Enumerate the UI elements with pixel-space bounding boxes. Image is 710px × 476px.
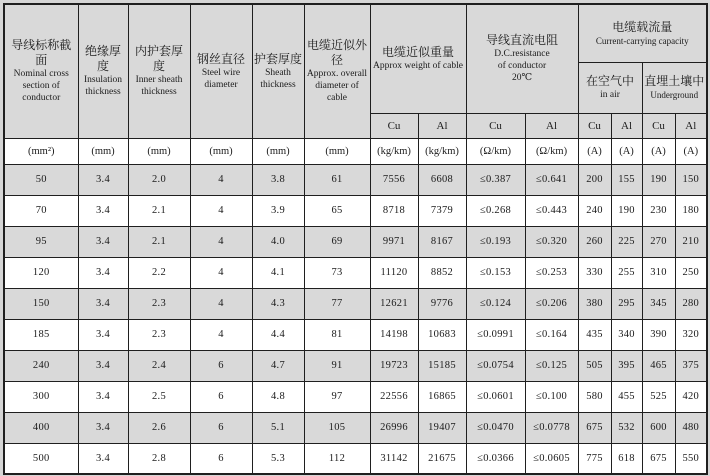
table-cell: 480 xyxy=(675,412,707,443)
table-cell: 4 xyxy=(190,257,252,288)
table-row xyxy=(4,319,707,350)
table-cell: 2.4 xyxy=(128,350,190,381)
unit-mm: (mm) xyxy=(190,138,252,164)
table-row xyxy=(4,257,707,288)
table-cell: 61 xyxy=(304,164,370,195)
table-cell: 255 xyxy=(611,257,642,288)
table-cell: 120 xyxy=(4,257,78,288)
table-cell: 4.7 xyxy=(252,350,304,381)
table-cell: ≤0.153 xyxy=(466,257,525,288)
subheader-weight-al: Al xyxy=(418,113,466,138)
subheader-resistance-cu: Cu xyxy=(466,113,525,138)
table-row xyxy=(4,226,707,257)
table-cell: ≤0.0754 xyxy=(466,350,525,381)
unit-mm: (mm) xyxy=(128,138,190,164)
header-capacity-en: Current-carrying capacity xyxy=(595,35,689,46)
table-row xyxy=(4,350,707,381)
table-cell: 155 xyxy=(611,164,642,195)
table-cell: ≤0.641 xyxy=(525,164,578,195)
table-cell: 105 xyxy=(304,412,370,443)
table-row xyxy=(4,412,707,443)
header-overall-diameter-en: Approx. overall diameter of cable xyxy=(306,69,368,104)
table-cell: 295 xyxy=(611,288,642,319)
table-row xyxy=(4,381,707,412)
table-cell: ≤0.0366 xyxy=(466,443,525,474)
header-underground xyxy=(642,62,707,113)
header-resistance-temp: 20℃ xyxy=(511,73,533,84)
cable-spec-table xyxy=(3,3,708,475)
table-cell: 4 xyxy=(190,164,252,195)
table-cell: 4.4 xyxy=(252,319,304,350)
table-cell: ≤0.0605 xyxy=(525,443,578,474)
table-cell: 8718 xyxy=(370,195,418,226)
table-cell: 95 xyxy=(4,226,78,257)
table-cell: 455 xyxy=(611,381,642,412)
header-steel-wire-zh: 钢丝直径 xyxy=(196,51,245,66)
header-in-air-zh: 在空气中 xyxy=(586,74,635,88)
header-in-air-en: in air xyxy=(600,90,620,100)
subheader-underground-cu: Cu xyxy=(642,113,675,138)
header-steel-wire-en: Steel wire diameter xyxy=(201,67,241,90)
table-cell: 5.3 xyxy=(252,443,304,474)
table-cell: 420 xyxy=(675,381,707,412)
table-cell: 19723 xyxy=(370,350,418,381)
table-cell: 7379 xyxy=(418,195,466,226)
table-cell: 190 xyxy=(611,195,642,226)
table-cell: 31142 xyxy=(370,443,418,474)
header-overall-diameter-zh: 电缆近似外径 xyxy=(306,38,367,68)
table-cell: 14198 xyxy=(370,319,418,350)
unit-a: (A) xyxy=(642,138,675,164)
table-cell: 300 xyxy=(4,381,78,412)
unit-kg-km: (kg/km) xyxy=(370,138,418,164)
header-current-carrying-capacity xyxy=(578,4,707,62)
table-cell: 150 xyxy=(675,164,707,195)
table-cell: 600 xyxy=(642,412,675,443)
table-cell: 50 xyxy=(4,164,78,195)
table-cell: 70 xyxy=(4,195,78,226)
table-cell: 3.4 xyxy=(78,443,128,474)
table-cell: 81 xyxy=(304,319,370,350)
header-approx-weight xyxy=(370,4,466,113)
header-in-air xyxy=(578,62,642,113)
table-cell: 3.9 xyxy=(252,195,304,226)
table-cell: 270 xyxy=(642,226,675,257)
table-cell: ≤0.0778 xyxy=(525,412,578,443)
table-cell: 310 xyxy=(642,257,675,288)
unit-kg-km: (kg/km) xyxy=(418,138,466,164)
header-resistance-en-line2: of conductor xyxy=(497,61,547,72)
table-cell: 4.8 xyxy=(252,381,304,412)
table-cell: 500 xyxy=(4,443,78,474)
table-cell: 9776 xyxy=(418,288,466,319)
table-cell: 11120 xyxy=(370,257,418,288)
table-cell: ≤0.124 xyxy=(466,288,525,319)
table-cell: 340 xyxy=(611,319,642,350)
table-cell: 260 xyxy=(578,226,611,257)
units-row xyxy=(4,138,707,164)
table-cell: 200 xyxy=(578,164,611,195)
table-cell: 375 xyxy=(675,350,707,381)
table-cell: 21675 xyxy=(418,443,466,474)
table-cell: ≤0.100 xyxy=(525,381,578,412)
table-cell: 330 xyxy=(578,257,611,288)
header-resistance-zh: 导线直流电阻 xyxy=(486,33,559,48)
header-weight-en: Approx weight of cable xyxy=(373,61,463,72)
table-cell: 12621 xyxy=(370,288,418,319)
table-cell: 4.0 xyxy=(252,226,304,257)
table-cell: 150 xyxy=(4,288,78,319)
table-cell: 8852 xyxy=(418,257,466,288)
table-cell: 7556 xyxy=(370,164,418,195)
header-dc-resistance xyxy=(466,4,578,113)
header-weight-zh: 电缆近似重量 xyxy=(381,45,454,60)
table-cell: 6 xyxy=(190,381,252,412)
header-inner-sheath-thickness xyxy=(128,4,190,138)
header-sheath-zh: 护套厚度 xyxy=(253,51,302,66)
table-cell: ≤0.268 xyxy=(466,195,525,226)
unit-a: (A) xyxy=(611,138,642,164)
table-cell: 3.4 xyxy=(78,195,128,226)
table-cell: ≤0.320 xyxy=(525,226,578,257)
table-cell: 10683 xyxy=(418,319,466,350)
table-cell: 4.1 xyxy=(252,257,304,288)
header-resistance-en-line1: D.C.resistance xyxy=(494,49,550,60)
header-nominal-cross-section xyxy=(4,4,78,138)
table-cell: 2.0 xyxy=(128,164,190,195)
unit-a: (A) xyxy=(675,138,707,164)
table-cell: 4 xyxy=(190,288,252,319)
table-cell: 4.3 xyxy=(252,288,304,319)
table-cell: 3.4 xyxy=(78,412,128,443)
header-insulation-zh: 绝缘厚度 xyxy=(84,44,121,74)
table-cell: 2.3 xyxy=(128,288,190,319)
header-insulation-en: Insulation thickness xyxy=(84,75,122,98)
table-cell: 3.4 xyxy=(78,164,128,195)
table-cell: 465 xyxy=(642,350,675,381)
header-insulation-thickness xyxy=(78,4,128,138)
subheader-weight-cu: Cu xyxy=(370,113,418,138)
header-inner-sheath-en: Inner sheath thickness xyxy=(135,75,183,98)
table-cell: 2.8 xyxy=(128,443,190,474)
table-body xyxy=(4,164,707,474)
unit-mm: (mm) xyxy=(252,138,304,164)
unit-a: (A) xyxy=(578,138,611,164)
table-cell: 3.4 xyxy=(78,381,128,412)
header-overall-diameter xyxy=(304,4,370,138)
table-cell: 3.4 xyxy=(78,226,128,257)
table-cell: 185 xyxy=(4,319,78,350)
table-row xyxy=(4,288,707,319)
table-cell: 6 xyxy=(190,443,252,474)
table-cell: 69 xyxy=(304,226,370,257)
table-cell: 320 xyxy=(675,319,707,350)
header-sheath-en: Sheath thickness xyxy=(260,67,296,90)
table-cell: 2.1 xyxy=(128,226,190,257)
table-cell: 675 xyxy=(642,443,675,474)
header-sheath-thickness xyxy=(252,4,304,138)
table-cell: 4 xyxy=(190,195,252,226)
unit-mm: (mm) xyxy=(78,138,128,164)
table-cell: 532 xyxy=(611,412,642,443)
header-nominal-en: Nominal cross section of conductor xyxy=(13,69,69,104)
table-cell: 210 xyxy=(675,226,707,257)
table-cell: 6 xyxy=(190,350,252,381)
table-cell: 240 xyxy=(578,195,611,226)
table-cell: 3.8 xyxy=(252,164,304,195)
header-underground-zh: 直埋土壤中 xyxy=(644,74,705,88)
unit-ohm-km: (Ω/km) xyxy=(525,138,578,164)
table-cell: 395 xyxy=(611,350,642,381)
table-cell: 525 xyxy=(642,381,675,412)
table-cell: 9971 xyxy=(370,226,418,257)
header-inner-sheath-zh: 内护套厚度 xyxy=(134,44,183,74)
table-cell: 2.2 xyxy=(128,257,190,288)
table-cell: ≤0.0991 xyxy=(466,319,525,350)
table-row xyxy=(4,195,707,226)
table-cell: 15185 xyxy=(418,350,466,381)
table-cell: 2.3 xyxy=(128,319,190,350)
table-cell: 550 xyxy=(675,443,707,474)
table-cell: 190 xyxy=(642,164,675,195)
table-cell: ≤0.125 xyxy=(525,350,578,381)
table-cell: 4 xyxy=(190,319,252,350)
table-cell: 435 xyxy=(578,319,611,350)
table-cell: 2.5 xyxy=(128,381,190,412)
table-cell: 73 xyxy=(304,257,370,288)
table-cell: 180 xyxy=(675,195,707,226)
table-cell: 280 xyxy=(675,288,707,319)
table-cell: 8167 xyxy=(418,226,466,257)
table-cell: 3.4 xyxy=(78,257,128,288)
unit-mm2: (mm²) xyxy=(4,138,78,164)
table-cell: 6 xyxy=(190,412,252,443)
table-cell: 618 xyxy=(611,443,642,474)
unit-mm: (mm) xyxy=(304,138,370,164)
header-nominal-zh: 导线标称截面 xyxy=(11,38,72,68)
table-cell: 19407 xyxy=(418,412,466,443)
table-cell: 65 xyxy=(304,195,370,226)
table-row xyxy=(4,443,707,474)
table-cell: 4 xyxy=(190,226,252,257)
table-row xyxy=(4,164,707,195)
subheader-resistance-al: Al xyxy=(525,113,578,138)
table-cell: 3.4 xyxy=(78,350,128,381)
table-cell: 2.6 xyxy=(128,412,190,443)
table-cell: 400 xyxy=(4,412,78,443)
table-cell: ≤0.443 xyxy=(525,195,578,226)
table-cell: 380 xyxy=(578,288,611,319)
table-cell: 5.1 xyxy=(252,412,304,443)
table-cell: 3.4 xyxy=(78,288,128,319)
table-cell: 390 xyxy=(642,319,675,350)
table-cell: ≤0.164 xyxy=(525,319,578,350)
header-steel-wire-diameter xyxy=(190,4,252,138)
table-cell: 22556 xyxy=(370,381,418,412)
table-cell: 240 xyxy=(4,350,78,381)
table-cell: ≤0.193 xyxy=(466,226,525,257)
table-cell: 97 xyxy=(304,381,370,412)
table-cell: 580 xyxy=(578,381,611,412)
table-cell: 675 xyxy=(578,412,611,443)
subheader-air-cu: Cu xyxy=(578,113,611,138)
table-cell: ≤0.253 xyxy=(525,257,578,288)
table-cell: ≤0.0470 xyxy=(466,412,525,443)
table-cell: 91 xyxy=(304,350,370,381)
table-cell: ≤0.0601 xyxy=(466,381,525,412)
table-cell: ≤0.387 xyxy=(466,164,525,195)
table-cell: 505 xyxy=(578,350,611,381)
table-cell: 775 xyxy=(578,443,611,474)
table-cell: 26996 xyxy=(370,412,418,443)
table-cell: 2.1 xyxy=(128,195,190,226)
table-cell: ≤0.206 xyxy=(525,288,578,319)
subheader-underground-al: Al xyxy=(675,113,707,138)
table-cell: 112 xyxy=(304,443,370,474)
header-capacity-zh: 电缆载流量 xyxy=(612,19,673,34)
table-cell: 77 xyxy=(304,288,370,319)
table-cell: 16865 xyxy=(418,381,466,412)
table-cell: 3.4 xyxy=(78,319,128,350)
table-cell: 230 xyxy=(642,195,675,226)
table-cell: 225 xyxy=(611,226,642,257)
subheader-air-al: Al xyxy=(611,113,642,138)
unit-ohm-km: (Ω/km) xyxy=(466,138,525,164)
table-cell: 6608 xyxy=(418,164,466,195)
table-cell: 250 xyxy=(675,257,707,288)
header-underground-en: Underground xyxy=(650,90,699,100)
table-cell: 345 xyxy=(642,288,675,319)
